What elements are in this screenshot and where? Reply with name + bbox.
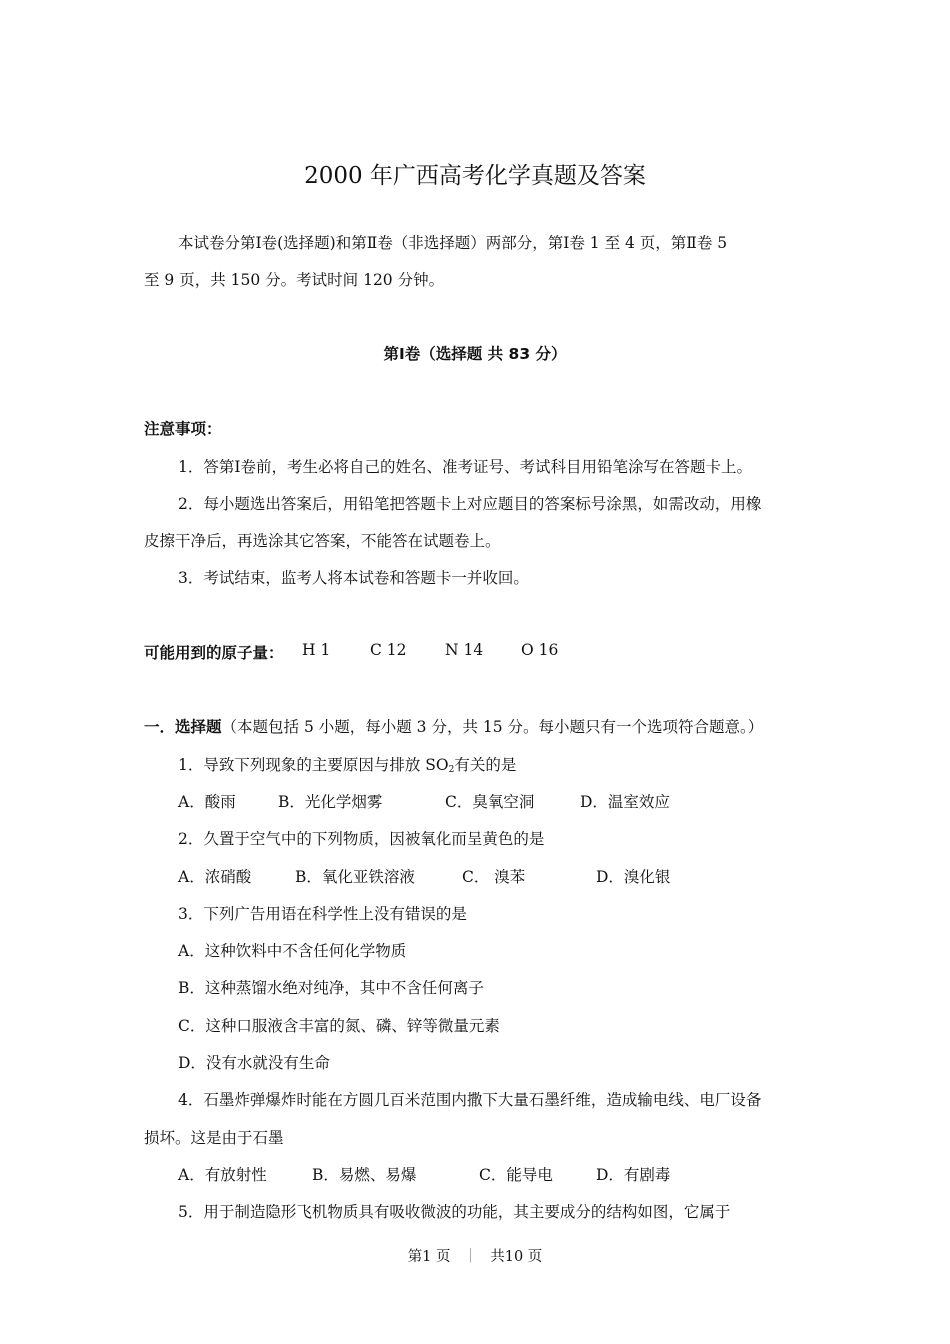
footer-separator: ｜ (463, 1249, 478, 1265)
page-footer (0, 1245, 950, 1266)
question-2-stem: 2．久置于空气中的下列物质，因被氧化而呈黄色的是 (178, 830, 545, 848)
question-2-option-b: B．氧化亚铁溶液 (295, 868, 415, 886)
question-1-stem (178, 753, 516, 775)
part1-heading-line (144, 715, 763, 737)
footer-total-pages: 共10 页 (490, 1249, 543, 1265)
part1-description: （本题包括 5 小题，每小题 3 分，共 15 分。每小题只有一个选项符合题意。） (221, 718, 764, 736)
question-1-subscript: 2 (448, 765, 455, 775)
note-item-3: 3．考试结束，监考人将本试卷和答题卡一并收回。 (178, 569, 529, 587)
question-5-stem: 5．用于制造隐形飞机物质具有吸收微波的功能，其主要成分的结构如图，它属于 (178, 1203, 731, 1221)
atomic-mass-o: O 16 (521, 641, 559, 659)
question-1-option-b: B．光化学烟雾 (278, 793, 383, 811)
question-3-option-d: D．没有水就没有生命 (178, 1054, 330, 1072)
question-4-option-a: A．有放射性 (178, 1166, 267, 1184)
question-2-option-d: D．溴化银 (596, 868, 671, 886)
question-3-stem: 3．下列广告用语在科学性上没有错误的是 (178, 905, 467, 923)
intro-line-1: 本试卷分第Ⅰ卷(选择题)和第Ⅱ卷（非选择题）两部分，第Ⅰ卷 1 至 4 页，第Ⅱ卷 5 (178, 234, 728, 252)
question-2-option-a: A．浓硝酸 (178, 868, 252, 886)
note-item-2-line-2: 皮擦干净后，再选涂其它答案，不能答在试题卷上。 (144, 532, 501, 550)
atomic-mass-label: 可能用到的原子量： (144, 644, 284, 662)
question-1-option-a: A．酸雨 (178, 793, 236, 811)
note-item-1: 1．答第Ⅰ卷前，考生必将自己的姓名、准考证号、考试科目用铅笔涂写在答题卡上。 (178, 458, 752, 476)
part1-heading: 一．选择题 (144, 718, 222, 736)
intro-line-2: 至 9 页，共 150 分。考试时间 120 分钟。 (144, 271, 445, 289)
question-3-option-a: A．这种饮料中不含任何化学物质 (178, 942, 407, 960)
notes-heading: 注意事项： (144, 420, 222, 438)
question-1-option-d: D．温室效应 (580, 793, 670, 811)
question-4-option-c: C．能导电 (479, 1166, 553, 1184)
question-1-stem-pre: 1．导致下列现象的主要原因与排放 SO (178, 756, 449, 774)
question-3-option-b: B．这种蒸馏水绝对纯净，其中不含任何离子 (178, 979, 484, 997)
question-4-option-b: B．易燃、易爆 (312, 1166, 417, 1184)
question-4-stem-line-1: 4．石墨炸弹爆炸时能在方圆几百米范围内撒下大量石墨纤维，造成输电线、电厂设备 (178, 1091, 762, 1109)
question-1-stem-post: 有关的是 (454, 756, 517, 774)
atomic-mass-c: C 12 (370, 641, 407, 659)
question-4-stem-line-2: 损坏。这是由于石墨 (144, 1129, 284, 1147)
note-item-2-line-1: 2．每小题选出答案后，用铅笔把答题卡上对应题目的答案标号涂黑，如需改动，用橡 (178, 495, 762, 513)
document-title: 2000 年广西高考化学真题及答案 (304, 163, 646, 189)
question-4-option-d: D．有剧毒 (596, 1166, 671, 1184)
question-3-option-c: C．这种口服液含丰富的氮、磷、锌等微量元素 (178, 1017, 500, 1035)
question-2-option-c: C． 溴苯 (462, 868, 526, 886)
question-1-option-c: C．臭氧空洞 (445, 793, 535, 811)
section-heading: 第Ⅰ卷（选择题 共 83 分） (383, 345, 567, 363)
atomic-mass-n: N 14 (445, 641, 484, 659)
footer-page-number: 第1 页 (407, 1249, 451, 1265)
atomic-mass-h: H 1 (302, 641, 331, 659)
